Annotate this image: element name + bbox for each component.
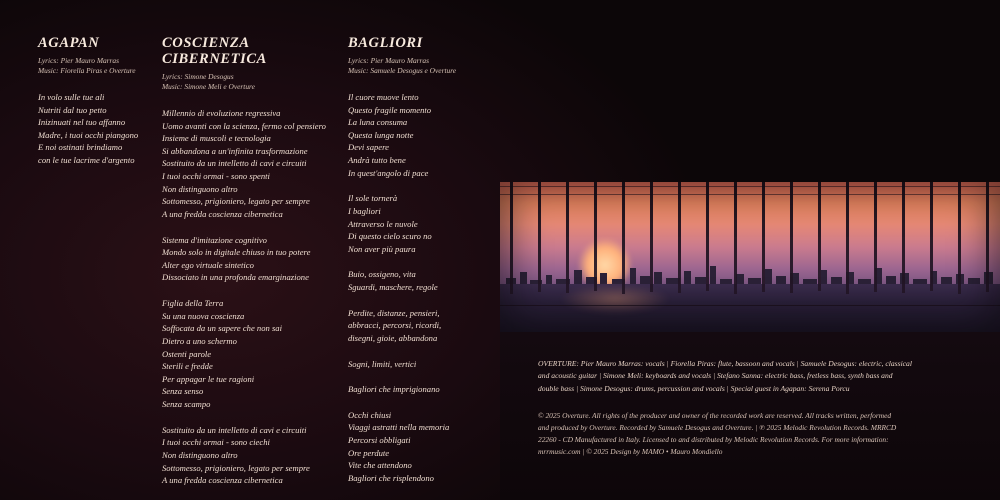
lyrics-line: I tuoi occhi ormai - sono ciechi bbox=[162, 437, 270, 448]
website-link[interactable]: mrrmusic.com | © 2025 Design by MAMO • Mauro Mondiello bbox=[538, 446, 723, 456]
song-title: AGAPAN bbox=[38, 35, 100, 51]
lyrics-stanza bbox=[38, 91, 156, 167]
lyrics-stanza bbox=[348, 192, 498, 255]
credit-line: Music: Fiorella Piras e Overture bbox=[38, 66, 136, 76]
lyrics-line: Vite che attendono bbox=[348, 460, 412, 471]
lyrics-line: Di questo cielo scuro no bbox=[348, 231, 432, 242]
lyrics-line: Dietro a uno schermo bbox=[162, 335, 237, 346]
lyrics-line: In volo sulle tue ali bbox=[38, 91, 105, 102]
lyrics-line: Insieme di muscoli e tecnologia bbox=[162, 133, 271, 144]
lyrics-line: Sottomesso, prigioniero, legato per sempre bbox=[162, 196, 310, 207]
lyrics-line: Andrà tutto bene bbox=[348, 155, 406, 166]
lyrics-line: Si abbandona a un'infinita trasformazione bbox=[162, 145, 308, 156]
lyrics-line: Sostituito da un intelletto di cavi e circuiti bbox=[162, 424, 307, 435]
lyrics-line: Ostenti parole bbox=[162, 348, 212, 359]
lyrics-stanza bbox=[162, 234, 334, 285]
lyrics-line: Non distinguono altro bbox=[162, 183, 238, 194]
lyrics-stanza bbox=[162, 107, 334, 221]
lyrics-line: Nutriti dal tuo petto bbox=[38, 104, 107, 115]
lyrics-line: Millennio di evoluzione regressiva bbox=[162, 107, 281, 118]
lyrics-line: La luna consuma bbox=[348, 117, 408, 128]
credit-line: Music: Samuele Desogus e Overture bbox=[348, 66, 457, 76]
credit-line: Lyrics: Pier Mauro Marras bbox=[348, 55, 430, 65]
song-block-coscienza-cibernetica bbox=[162, 36, 334, 500]
song-credits bbox=[348, 56, 498, 77]
lyrics-line: Sterili e fredde bbox=[162, 361, 213, 372]
lyrics-line: Devi sapere bbox=[348, 142, 389, 153]
legal-line: © 2025 Overture. All rights of the producer and owner of the recorded work are reserved. All tracks written, performed bbox=[538, 411, 892, 420]
credit-line: Lyrics: Pier Mauro Marras bbox=[38, 55, 120, 65]
song-title: COSCIENZA CIBERNETICA bbox=[162, 35, 267, 67]
lyrics-line: Percorsi obbligati bbox=[348, 435, 411, 446]
lyrics-line: Ore perdute bbox=[348, 447, 390, 458]
lyrics-line: Attraverso le nuvole bbox=[348, 218, 418, 229]
lyrics-line: Occhi chiusi bbox=[348, 409, 392, 420]
lyrics-line: Non distinguono altro bbox=[162, 449, 238, 460]
pier-posts bbox=[500, 182, 1000, 332]
personnel-line: and acoustic guitar | Simone Meli: keyboards and vocals | Stefano Sanna: electric bass, fretless bass, synth bass and bbox=[538, 371, 893, 381]
personnel-line: OVERTURE: Pier Mauro Marras: vocals | Fiorella Piras: flute, bassoon and vocals | Samuele Desogus: electric, classical bbox=[538, 359, 912, 368]
lyrics-line: Senza scampo bbox=[162, 399, 211, 410]
lyrics-line: Bagliori che risplendono bbox=[348, 472, 434, 483]
legal-line: 22260 - CD Manufactured in Italy. Licensed to and distributed by Melodic Revolution Records. For more information: bbox=[538, 434, 889, 444]
lyrics-line: Sostituito da un intelletto di cavi e circuiti bbox=[162, 158, 307, 169]
lyrics-line: Sogni, limiti, vertici bbox=[348, 358, 417, 369]
legal-line: and produced by Overture. Recorded by Samuele Desogus and Overture. | ℗ 2025 Melodic Revolution Records. MRRCD bbox=[538, 422, 897, 432]
lyrics-line: E noi ostinati brindiamo bbox=[38, 142, 123, 153]
lyrics-stanza bbox=[348, 383, 498, 396]
lyrics-line: Sguardi, maschere, regole bbox=[348, 282, 438, 293]
lyrics-line: Madre, i tuoi occhi piangono bbox=[38, 129, 139, 140]
lyrics-stanza bbox=[162, 297, 334, 411]
lyrics-line: Buio, ossigeno, vita bbox=[348, 269, 416, 280]
personnel-line: double bass | Simone Desogus: drums, percussion and vocals | Special guest in Agapan: Serena Porcu bbox=[538, 383, 850, 393]
legal-text bbox=[538, 410, 972, 458]
lyrics-line: con le tue lacrime d'argento bbox=[38, 155, 135, 166]
personnel-credits bbox=[538, 358, 972, 395]
lyrics-line: A una fredda coscienza cibernetica bbox=[162, 208, 283, 219]
lyrics-line: Non aver più paura bbox=[348, 243, 416, 254]
pier-railing bbox=[500, 305, 1000, 307]
song-credits bbox=[38, 56, 156, 77]
lyrics-line: Viaggi astratti nella memoria bbox=[348, 422, 450, 433]
lyrics-line: Perdite, distanze, pensieri, bbox=[348, 307, 440, 318]
credit-line: Lyrics: Simone Desogus bbox=[162, 71, 234, 81]
lyrics-line: A una fredda coscienza cibernetica bbox=[162, 475, 283, 486]
song-credits bbox=[162, 72, 334, 93]
lyrics-line: Sottomesso, prigioniero, legato per sempre bbox=[162, 462, 310, 473]
lyrics-line: Senza senso bbox=[162, 386, 204, 397]
lyrics-line: Su una nuova coscienza bbox=[162, 310, 245, 321]
lyrics-line: Bagliori che imprigionano bbox=[348, 384, 440, 395]
sunset-pier-photo bbox=[500, 182, 1000, 332]
lyrics-line: In quest'angolo di pace bbox=[348, 167, 429, 178]
lyrics-line: I tuoi occhi ormai - sono spenti bbox=[162, 171, 270, 182]
lyrics-stanza bbox=[348, 409, 498, 485]
lyrics-line: Figlia della Terra bbox=[162, 298, 224, 309]
lyrics-line: Questo fragile momento bbox=[348, 104, 432, 115]
lyrics-line: abbracci, percorsi, ricordi, bbox=[348, 320, 442, 331]
lyrics-line: Il cuore muove lento bbox=[348, 91, 419, 102]
lyrics-line: Uomo avanti con la scienza, fermo col pensiero bbox=[162, 120, 326, 131]
song-title: BAGLIORI bbox=[348, 35, 423, 51]
lyrics-stanza bbox=[348, 268, 498, 293]
lyrics-line: Sistema d'imitazione cognitivo bbox=[162, 234, 267, 245]
lyrics-stanza bbox=[348, 307, 498, 345]
lyrics-stanza bbox=[348, 91, 498, 179]
lyrics-line: disegni, gioie, abbandona bbox=[348, 332, 438, 343]
lyrics-line: Per appagar le tue ragioni bbox=[162, 373, 255, 384]
lyrics-line: Il sole tornerà bbox=[348, 193, 398, 204]
lyrics-line: Mondo solo in digitale chiuso in tuo potere bbox=[162, 247, 311, 258]
lyrics-line: Soffocata da un sapere che non sai bbox=[162, 323, 282, 334]
lyrics-stanza bbox=[162, 424, 334, 487]
song-block-bagliori bbox=[348, 36, 498, 498]
lyrics-stanza bbox=[348, 358, 498, 371]
credit-line: Music: Simone Meli e Overture bbox=[162, 82, 255, 92]
lyrics-line: Dissociato in una profonda emarginazione bbox=[162, 272, 309, 283]
lyrics-line: Alter ego virtuale sintetico bbox=[162, 259, 254, 270]
lyrics-line: Questa lunga notte bbox=[348, 129, 414, 140]
song-block-agapan bbox=[38, 36, 156, 180]
lyrics-line: I bagliori bbox=[348, 205, 381, 216]
lyrics-line: Inizinuati nel tuo affanno bbox=[38, 117, 126, 128]
